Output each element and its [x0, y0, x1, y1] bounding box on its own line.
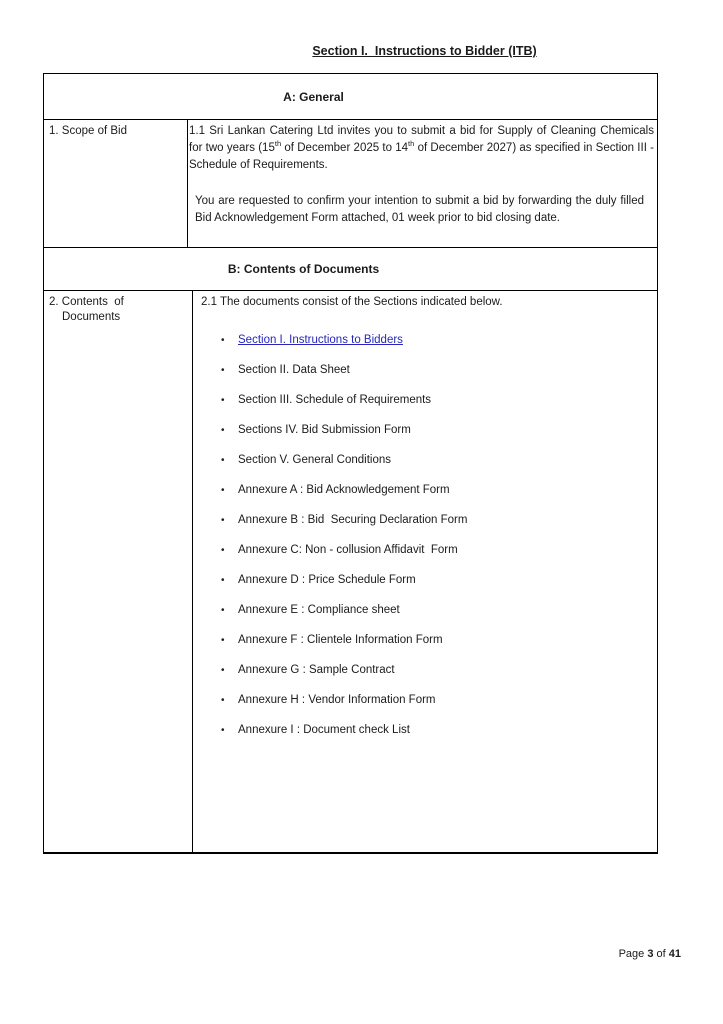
list-item-label: Annexure C: Non - collusion Affidavit Form [238, 544, 458, 556]
bid-confirmation-note: You are requested to confirm your intention to submit a bid by forwarding the duly filled Bid Acknowledgement Form attached, 01 week prior to bid closing date. [195, 195, 644, 224]
list-item [193, 632, 657, 649]
list-item-label: Annexure D : Price Schedule Form [238, 574, 416, 586]
list-item [193, 572, 657, 589]
list-item-label: Sections IV. Bid Submission Form [238, 424, 411, 436]
itb-table [43, 73, 658, 854]
scope-of-bid-row [44, 120, 657, 248]
scope-of-bid-body-cell [188, 120, 657, 247]
bullet-icon: • [221, 335, 225, 346]
list-item [193, 332, 657, 349]
contents-label-cell [44, 291, 193, 852]
page-title-text: Section I. Instructions to Bidder (ITB) [312, 44, 537, 58]
list-item [193, 542, 657, 559]
contents-label-line-2: Documents [62, 311, 121, 323]
scope-clause-text-2: of December 2025 to 14 [281, 142, 409, 154]
scope-clause-text-1: 1.1 Sri Lankan Catering Ltd invites you to submit a bid for Supply of Cleaning Chemicals for two years (15 [189, 125, 654, 154]
scope-clause-paragraph [189, 123, 654, 174]
bullet-icon: • [221, 635, 225, 646]
footer-page-word: Page [618, 948, 648, 960]
list-item [193, 692, 657, 709]
bullet-icon: • [221, 515, 225, 526]
list-item [193, 392, 657, 409]
ordinal-superscript: th [408, 139, 415, 149]
list-item-label: Annexure I : Document check List [238, 724, 410, 736]
list-item [193, 722, 657, 739]
list-item-label: Annexure B : Bid Securing Declaration Form [238, 514, 468, 526]
list-item [193, 452, 657, 469]
list-item [193, 482, 657, 499]
bullet-icon: • [221, 575, 225, 586]
footer-of-word: of [653, 948, 669, 960]
list-item-label: Annexure F : Clientele Information Form [238, 634, 443, 646]
section-b-header-row [44, 248, 657, 291]
list-item-label: Section II. Data Sheet [238, 364, 350, 376]
bullet-icon: • [221, 485, 225, 496]
bullet-icon: • [221, 725, 225, 736]
section-a-header: A: General [283, 89, 344, 104]
list-item-label: Section III. Schedule of Requirements [238, 394, 432, 406]
bullet-icon: • [221, 395, 225, 406]
footer-total-pages: 41 [668, 948, 681, 960]
bullet-icon: • [221, 455, 225, 466]
bullet-icon: • [221, 695, 225, 706]
page-footer [619, 948, 681, 960]
section-b-header: B: Contents of Documents [227, 262, 380, 276]
list-item-label: Annexure A : Bid Acknowledgement Form [238, 484, 450, 496]
toc-link-section-i[interactable]: Section I. Instructions to Bidders [238, 334, 403, 346]
bullet-icon: • [221, 605, 225, 616]
list-item [193, 422, 657, 439]
list-item-label: Annexure H : Vendor Information Form [238, 694, 436, 706]
ordinal-superscript: th [274, 139, 282, 149]
contents-of-documents-row [44, 291, 657, 852]
page-title [63, 44, 723, 58]
document-list [193, 332, 657, 739]
list-item-label: Annexure G : Sample Contract [238, 664, 395, 676]
scope-of-bid-label-cell [44, 120, 188, 247]
scope-clause-text-3: of December 2027) as specified in Section III - Schedule of Requirements. [189, 142, 654, 171]
list-item [193, 512, 657, 529]
footer-page-number: 3 [647, 948, 654, 960]
list-item [193, 362, 657, 379]
list-item [193, 602, 657, 619]
bullet-icon: • [221, 665, 225, 676]
list-item-label: Section V. General Conditions [238, 454, 392, 466]
list-item-label: Annexure E : Compliance sheet [238, 604, 400, 616]
scope-of-bid-label: 1. Scope of Bid [49, 125, 127, 137]
contents-label-line-1: 2. Contents of [49, 296, 124, 308]
bullet-icon: • [221, 365, 225, 376]
section-a-header-row [44, 74, 657, 120]
contents-intro: 2.1 The documents consist of the Sections indicated below. [201, 296, 503, 308]
bullet-icon: • [221, 545, 225, 556]
list-item [193, 662, 657, 679]
contents-body-cell [193, 291, 657, 852]
bullet-icon: • [221, 425, 225, 436]
